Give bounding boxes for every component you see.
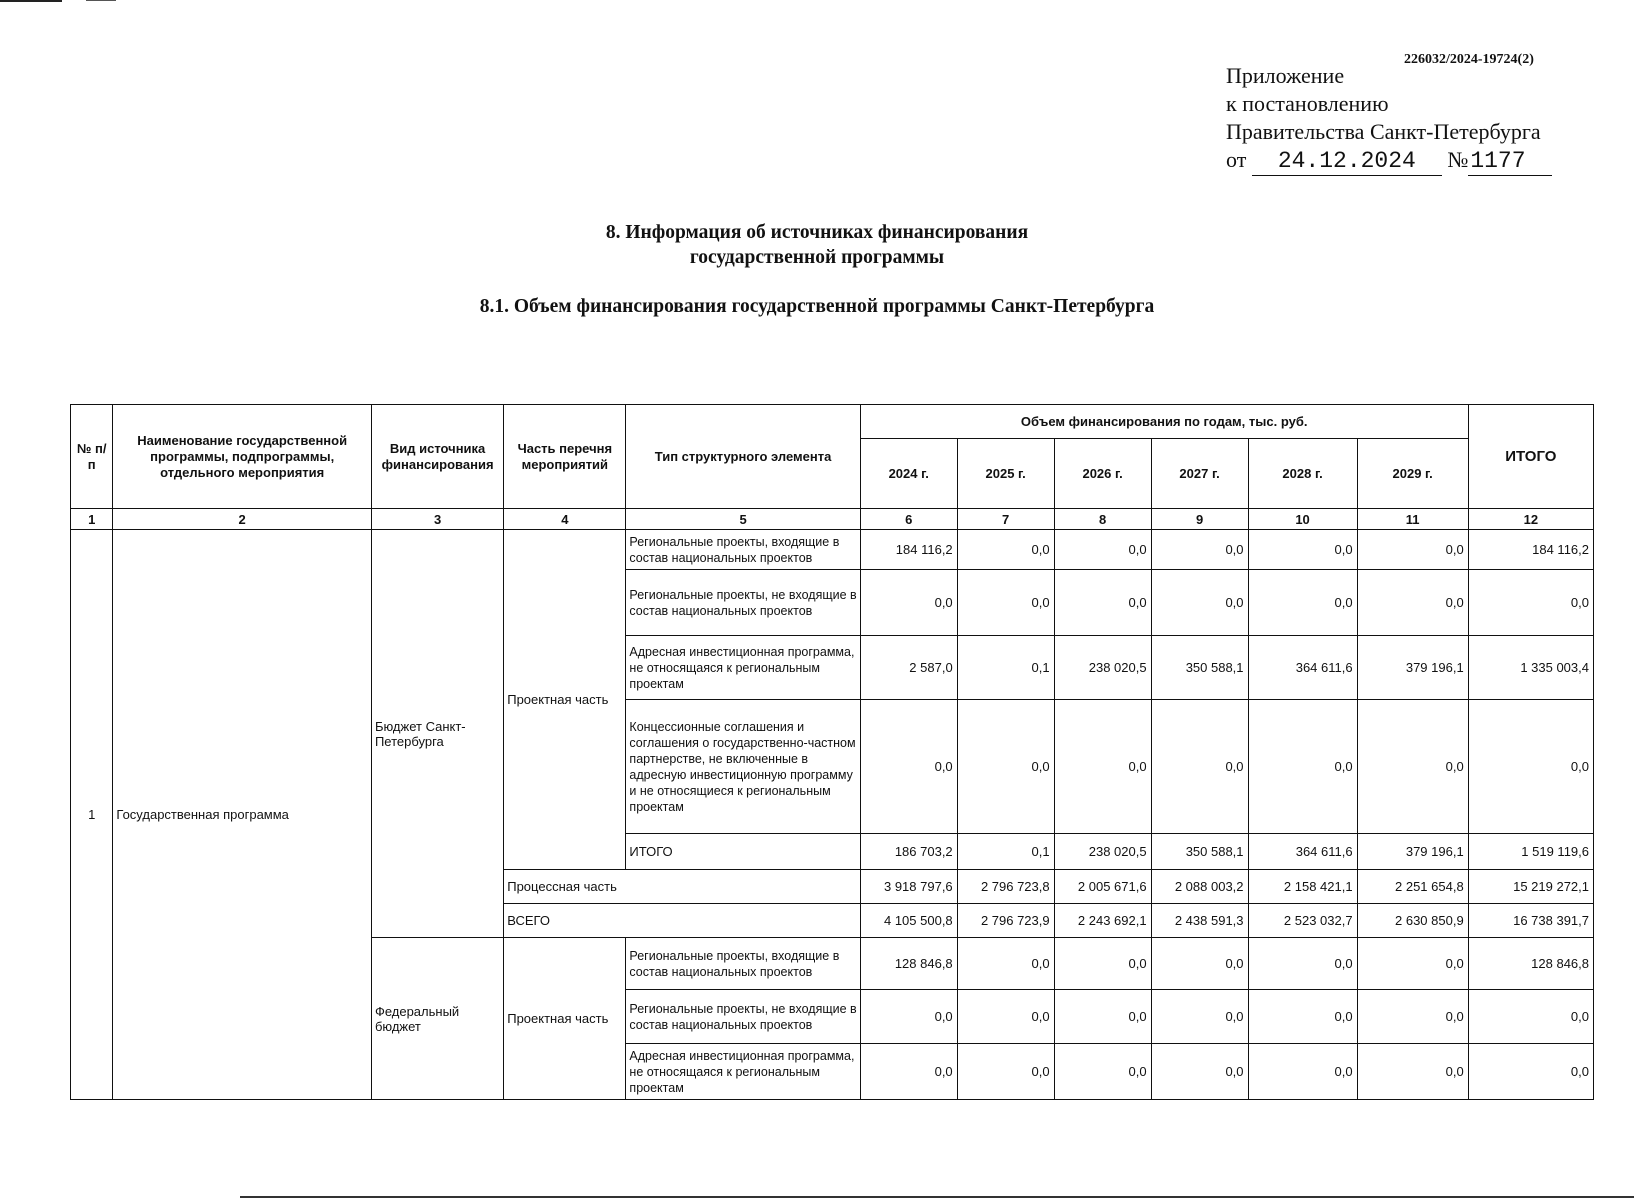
subsection-title: 8.1. Объем финансирования государственной программы Санкт-Петербурга	[479, 296, 1155, 317]
structural-element-type: Концессионные соглашения и соглашения о государственно-частном партнерстве, не включенные в адресную инвестиционную программу и не относящиеся к региональным проектам	[626, 700, 860, 834]
row-total-cell: 15 219 272,1	[1468, 870, 1593, 904]
column-index: 7	[957, 509, 1054, 530]
column-index: 1	[71, 509, 113, 530]
row-total-cell: 184 116,2	[1468, 530, 1593, 570]
value-cell: 0,0	[1054, 938, 1151, 990]
value-cell: 0,0	[1054, 700, 1151, 834]
appendix-line: к постановлению	[1226, 91, 1389, 116]
row-total-cell: 0,0	[1468, 1044, 1593, 1100]
scan-edge-mark	[86, 0, 116, 1]
value-cell: 0,0	[957, 570, 1054, 636]
value-cell: 186 703,2	[860, 834, 957, 870]
value-cell: 0,0	[1151, 700, 1248, 834]
value-cell: 2 438 591,3	[1151, 904, 1248, 938]
value-cell: 0,0	[957, 1044, 1054, 1100]
header-source: Вид источника финансирования	[371, 405, 503, 509]
value-cell: 128 846,8	[860, 938, 957, 990]
financing-table	[70, 404, 1594, 1100]
header-year: 2026 г.	[1054, 439, 1151, 509]
value-cell: 0,0	[1357, 938, 1468, 990]
structural-element-type: Адресная инвестиционная программа, не относящаяся к региональным проектам	[626, 1044, 860, 1100]
value-cell: 379 196,1	[1357, 834, 1468, 870]
value-cell: 0,0	[957, 990, 1054, 1044]
value-cell: 0,0	[1357, 1044, 1468, 1100]
value-cell: 364 611,6	[1248, 834, 1357, 870]
header-num: № п/п	[71, 405, 113, 509]
column-index: 10	[1248, 509, 1357, 530]
value-cell: 2 587,0	[860, 636, 957, 700]
header-type: Тип структурного элемента	[626, 405, 860, 509]
row-total-cell: 0,0	[1468, 570, 1593, 636]
header-name: Наименование государственной программы, подпрограммы, отдельного мероприятия	[113, 405, 372, 509]
header-total: ИТОГО	[1468, 405, 1593, 509]
value-cell: 2 243 692,1	[1054, 904, 1151, 938]
value-cell: 238 020,5	[1054, 834, 1151, 870]
header-year: 2024 г.	[860, 439, 957, 509]
value-cell: 184 116,2	[860, 530, 957, 570]
row-total-cell: 0,0	[1468, 700, 1593, 834]
value-cell: 238 020,5	[1054, 636, 1151, 700]
value-cell: 2 630 850,9	[1357, 904, 1468, 938]
value-cell: 0,0	[1357, 570, 1468, 636]
section-title-line: государственной программы	[689, 247, 945, 268]
column-index: 11	[1357, 509, 1468, 530]
spb-project-part: Проектная часть	[504, 530, 626, 870]
column-index: 9	[1151, 509, 1248, 530]
structural-element-type: Региональные проекты, входящие в состав национальных проектов	[626, 530, 860, 570]
column-index: 8	[1054, 509, 1151, 530]
value-cell: 0,0	[1054, 570, 1151, 636]
value-cell: 0,0	[1054, 990, 1151, 1044]
value-cell: 0,1	[957, 636, 1054, 700]
value-cell: 0,0	[1357, 530, 1468, 570]
resolution-number: 1177	[1468, 147, 1552, 176]
spb-budget-source: Бюджет Санкт-Петербурга	[371, 530, 503, 938]
appendix-date-line	[1226, 146, 1552, 176]
header-volume-group: Объем финансирования по годам, тыс. руб.	[860, 405, 1468, 439]
value-cell: 0,0	[1151, 530, 1248, 570]
scan-bottom-edge	[240, 1196, 1634, 1198]
value-cell: 0,0	[1054, 1044, 1151, 1100]
column-index: 2	[113, 509, 372, 530]
value-cell: 0,0	[1357, 990, 1468, 1044]
value-cell: 350 588,1	[1151, 636, 1248, 700]
date-prefix: от	[1226, 147, 1247, 172]
all-label: ВСЕГО	[504, 904, 860, 938]
value-cell: 0,0	[957, 700, 1054, 834]
value-cell: 0,0	[1248, 700, 1357, 834]
column-index-row	[71, 509, 1594, 530]
value-cell: 0,0	[860, 700, 957, 834]
value-cell: 2 796 723,8	[957, 870, 1054, 904]
header-part: Часть перечня мероприятий	[504, 405, 626, 509]
section-title	[0, 220, 1634, 270]
appendix-line: Приложение	[1226, 63, 1345, 88]
column-index: 12	[1468, 509, 1593, 530]
value-cell: 0,0	[860, 990, 957, 1044]
row-total-cell: 1 335 003,4	[1468, 636, 1593, 700]
value-cell: 2 158 421,1	[1248, 870, 1357, 904]
row-total-cell: 1 519 119,6	[1468, 834, 1593, 870]
value-cell: 0,0	[1151, 1044, 1248, 1100]
value-cell: 4 105 500,8	[860, 904, 957, 938]
value-cell: 2 251 654,8	[1357, 870, 1468, 904]
number-prefix: №	[1447, 147, 1469, 172]
scan-edge-mark	[0, 0, 62, 2]
value-cell: 0,0	[957, 938, 1054, 990]
value-cell: 0,1	[957, 834, 1054, 870]
value-cell: 0,0	[1151, 570, 1248, 636]
value-cell: 0,0	[1357, 700, 1468, 834]
value-cell: 0,0	[1248, 570, 1357, 636]
header-year: 2028 г.	[1248, 439, 1357, 509]
structural-element-type: Региональные проекты, входящие в состав национальных проектов	[626, 938, 860, 990]
section-title-line: 8. Информация об источниках финансирования	[605, 222, 1029, 243]
header-row	[71, 405, 1594, 439]
value-cell: 350 588,1	[1151, 834, 1248, 870]
federal-project-part: Проектная часть	[504, 938, 626, 1100]
column-index: 4	[504, 509, 626, 530]
value-cell: 2 796 723,9	[957, 904, 1054, 938]
value-cell: 379 196,1	[1357, 636, 1468, 700]
value-cell: 0,0	[1054, 530, 1151, 570]
value-cell: 0,0	[1248, 1044, 1357, 1100]
table-row	[71, 530, 1594, 570]
row-total-cell: 0,0	[1468, 990, 1593, 1044]
structural-element-type: Региональные проекты, не входящие в состав национальных проектов	[626, 990, 860, 1044]
value-cell: 0,0	[1248, 530, 1357, 570]
structural-element-type: ИТОГО	[626, 834, 860, 870]
value-cell: 2 523 032,7	[1248, 904, 1357, 938]
appendix-block	[1226, 62, 1552, 176]
value-cell: 2 005 671,6	[1054, 870, 1151, 904]
value-cell: 2 088 003,2	[1151, 870, 1248, 904]
header-year: 2027 г.	[1151, 439, 1248, 509]
value-cell: 0,0	[1248, 990, 1357, 1044]
value-cell: 0,0	[860, 1044, 957, 1100]
value-cell: 0,0	[1151, 990, 1248, 1044]
registration-number: 226032/2024-19724(2)	[1404, 52, 1534, 67]
process-part-label: Процессная часть	[504, 870, 860, 904]
value-cell: 0,0	[1248, 938, 1357, 990]
appendix-line: Правительства Санкт-Петербурга	[1226, 119, 1541, 144]
row-total-cell: 128 846,8	[1468, 938, 1593, 990]
row-total-cell: 16 738 391,7	[1468, 904, 1593, 938]
value-cell: 0,0	[860, 570, 957, 636]
header-year: 2025 г.	[957, 439, 1054, 509]
program-name: Государственная программа	[113, 530, 372, 1100]
value-cell: 3 918 797,6	[860, 870, 957, 904]
column-index: 5	[626, 509, 860, 530]
resolution-date: 24.12.2024	[1252, 147, 1442, 176]
value-cell: 364 611,6	[1248, 636, 1357, 700]
column-index: 3	[371, 509, 503, 530]
program-number: 1	[71, 530, 113, 1100]
column-index: 6	[860, 509, 957, 530]
value-cell: 0,0	[957, 530, 1054, 570]
value-cell: 0,0	[1151, 938, 1248, 990]
structural-element-type: Адресная инвестиционная программа, не относящаяся к региональным проектам	[626, 636, 860, 700]
federal-budget-source: Федеральный бюджет	[371, 938, 503, 1100]
header-year: 2029 г.	[1357, 439, 1468, 509]
structural-element-type: Региональные проекты, не входящие в состав национальных проектов	[626, 570, 860, 636]
